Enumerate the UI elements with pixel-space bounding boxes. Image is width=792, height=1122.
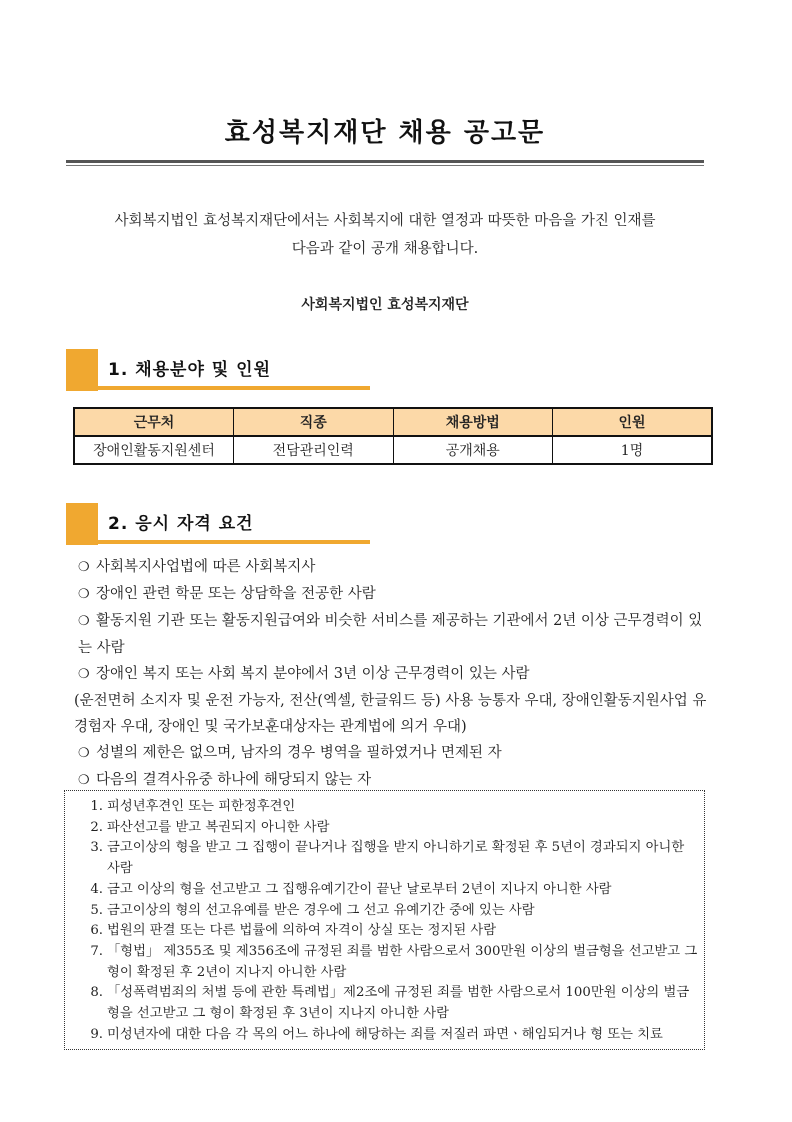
intro-line-1: 사회복지법인 효성복지재단에서는 사회복지에 대한 열정과 따뜻한 마음을 가진 인재를 xyxy=(114,213,656,229)
list-item: 2. 파산선고를 받고 복권되지 아니한 사람 xyxy=(90,819,330,835)
section-marker xyxy=(66,503,98,545)
intro-line-2: 다음과 같이 공개 채용합니다. xyxy=(291,241,479,257)
table-header-row xyxy=(74,408,712,436)
cell-headcount: 1명 xyxy=(553,436,713,464)
recruitment-table xyxy=(73,407,713,465)
circle-bullet-icon: ❍ xyxy=(78,560,90,575)
list-item: ❍ 장애인 복지 또는 사회 복지 분야에서 3년 이상 근무경력이 있는 사람 xyxy=(64,661,709,688)
list-item: 1. 피성년후견인 또는 피한정후견인 xyxy=(90,799,296,814)
title-divider-thin xyxy=(66,165,704,166)
header-job-type: 직종 xyxy=(234,408,394,436)
list-item: ❍ 활동지원 기관 또는 활동지원급여와 비슷한 서비스를 제공하는 기관에서 2년 이상 근무경력이 있는 사람 xyxy=(64,608,709,661)
qualification-list xyxy=(64,554,709,794)
list-item: ❍ 다음의 결격사유중 하나에 해당되지 않는 자 xyxy=(64,767,709,794)
section-underline xyxy=(98,540,370,544)
list-item: 3. 금고이상의 형을 받고 그 집행이 끝나거나 집행을 받지 아니하기로 확정된 후 5년이 경과되지 아니한 사람 xyxy=(90,840,685,877)
cell-hiring-method: 공개채용 xyxy=(393,436,553,464)
list-item: ❍ 사회복지사업법에 따른 사회복지사 xyxy=(64,554,709,581)
title-divider xyxy=(66,160,704,163)
disqualification-box xyxy=(64,790,705,1050)
list-item: ❍ 장애인 관련 학문 또는 상담학을 전공한 사람 xyxy=(64,581,709,608)
section-marker xyxy=(66,349,98,391)
header-hiring-method: 채용방법 xyxy=(393,408,553,436)
circle-bullet-icon: ❍ xyxy=(78,614,90,629)
section-1-title: 1. 채용분야 및 인원 xyxy=(108,360,271,380)
header-headcount: 인원 xyxy=(553,408,713,436)
list-item: 5. 금고이상의 형의 선고유예를 받은 경우에 그 선고 유예기간 중에 있는 사람 xyxy=(90,902,535,918)
section-underline xyxy=(98,386,370,390)
list-item: 8. 「성폭력범죄의 처벌 등에 관한 특례법」제2조에 규정된 죄를 범한 사람으로서 100만원 이상의 벌금형을 선고받고 그 형이 확정된 후 3년이 지나지 아니한 사람 xyxy=(90,985,690,1022)
header-workplace: 근무처 xyxy=(74,408,234,436)
circle-bullet-icon: ❍ xyxy=(78,667,90,682)
list-item: 9. 미성년자에 대한 다음 각 목의 어느 하나에 해당하는 죄를 저질러 파면ㆍ해임되거나 형 또는 치료 xyxy=(90,1026,663,1042)
circle-bullet-icon: ❍ xyxy=(78,587,90,602)
circle-bullet-icon: ❍ xyxy=(78,746,90,761)
cell-job-type: 전담관리인력 xyxy=(234,436,394,464)
list-item: 7. 「형법」 제355조 및 제356조에 규정된 죄를 범한 사람으로서 300만원 이상의 벌금형을 선고받고 그 형이 확정된 후 2년이 지나지 아니한 사람 xyxy=(90,943,698,980)
list-item: 6. 법원의 판결 또는 다른 법률에 의하여 자격이 상실 또는 정지된 사람 xyxy=(90,923,497,939)
section-2-heading xyxy=(66,503,370,545)
intro-paragraph xyxy=(66,207,704,263)
page-title: 효성복지재단 채용 공고문 xyxy=(224,118,546,148)
circle-bullet-icon: ❍ xyxy=(78,773,90,788)
section-2-title: 2. 응시 자격 요건 xyxy=(108,514,254,534)
table-row xyxy=(74,436,712,464)
cell-workplace: 장애인활동지원센터 xyxy=(74,436,234,464)
section-1-heading xyxy=(66,349,370,391)
disqualification-list xyxy=(65,791,704,1045)
list-item: 4. 금고 이상의 형을 선고받고 그 집행유예기간이 끝난 날로부터 2년이 지나지 아니한 사람 xyxy=(90,881,612,897)
organization-name: 사회복지법인 효성복지재단 xyxy=(301,297,469,313)
preference-note: (운전면허 소지자 및 운전 가능자, 전산(엑셀, 한글워드 등) 사용 능통자 우대, 장애인활동지원사업 유경험자 우대, 장애인 및 국가보훈대상자는 관계법에 의거 우대) xyxy=(74,693,707,735)
list-item: ❍ 성별의 제한은 없으며, 남자의 경우 병역을 필하였거나 면제된 자 xyxy=(64,740,709,767)
